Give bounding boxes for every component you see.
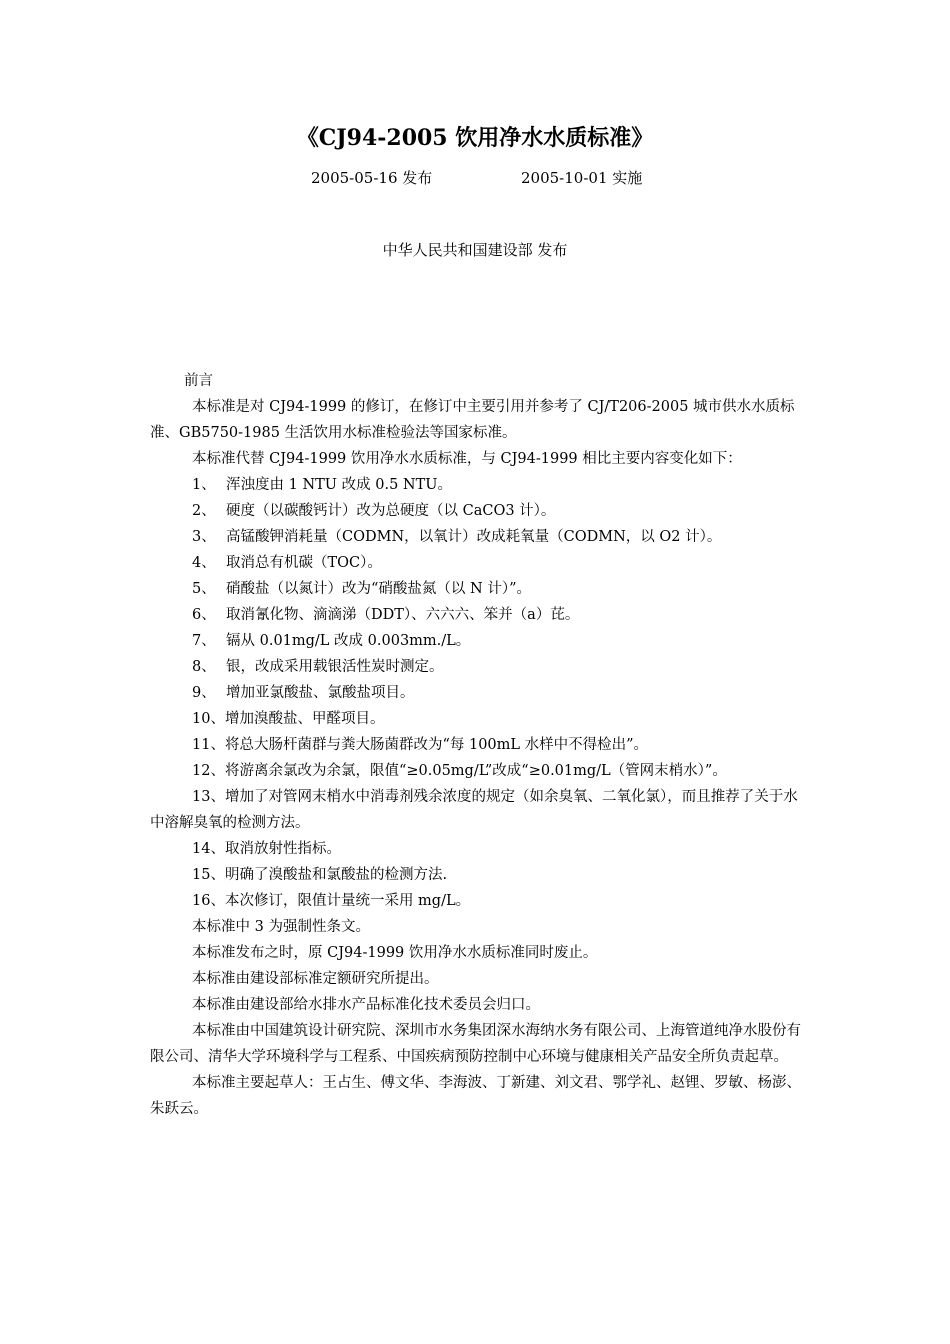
paragraph-committee: 本标准由建设部给水排水产品标准化技术委员会归口。 <box>192 997 540 1013</box>
item-text: 取消放射性指标。 <box>224 841 341 857</box>
implement-date: 2005-10-01 实施 <box>521 169 643 187</box>
paragraph-changes-intro: 本标准代替 CJ94-1999 饮用净水水质标准，与 CJ94-1999 相比主要内容变化如下： <box>192 451 742 467</box>
item-number: 4、 <box>192 555 216 571</box>
item-text: 增加亚氯酸盐、氯酸盐项目。 <box>226 685 415 701</box>
item-number: 6、 <box>192 607 216 623</box>
item-text: 硬度（以碳酸钙计）改为总硬度（以 CaCO3 计）。 <box>226 503 556 519</box>
item-text: 将总大肠杆菌群与粪大肠菌群改为“每 100mL 水样中不得检出”。 <box>224 737 649 753</box>
item-text: 本次修订，限值计量统一采用 mg/L。 <box>224 893 471 909</box>
list-item <box>150 498 802 524</box>
paragraph-mandatory: 本标准中 3 为强制性条文。 <box>192 919 370 935</box>
item-text: 银，改成采用载银活性炭时测定。 <box>226 659 444 675</box>
item-text: 镉从 0.01mg/L 改成 0.003mm./L。 <box>226 633 471 649</box>
list-item <box>150 732 802 758</box>
item-number: 1、 <box>192 477 216 493</box>
item-number: 14、 <box>192 841 225 857</box>
paragraph-drafters: 本标准主要起草人：王占生、傅文华、李海波、丁新建、刘文君、鄂学礼、赵锂、罗敏、杨澎、朱跃云。 <box>150 1075 801 1117</box>
item-text: 增加溴酸盐、甲醛项目。 <box>224 711 385 727</box>
item-number: 7、 <box>192 633 216 649</box>
preface-body <box>150 368 802 1122</box>
list-item <box>150 888 802 914</box>
item-number: 16、 <box>192 893 225 909</box>
list-item <box>150 862 802 888</box>
list-item <box>150 758 802 784</box>
list-item <box>150 576 802 602</box>
item-text: 硝酸盐（以氮计）改为“硝酸盐氮（以 N 计）”。 <box>226 581 531 597</box>
list-item <box>150 472 802 498</box>
paragraph-revision: 本标准是对 CJ94-1999 的修订，在修订中主要引用并参考了 CJ/T206-2005 城市供水水质标准、GB5750-1985 生活饮用水标准检验法等国家标准。 <box>150 399 795 441</box>
list-item <box>150 524 802 550</box>
publish-date: 2005-05-16 发布 <box>311 169 433 187</box>
item-text: 取消氰化物、滴滴涕（DDT）、六六六、笨并（a）芘。 <box>226 607 580 623</box>
list-item <box>150 602 802 628</box>
item-number: 10、 <box>192 711 225 727</box>
paragraph-proposer: 本标准由建设部标准定额研究所提出。 <box>192 971 439 987</box>
list-item <box>150 836 802 862</box>
document-title: 《CJ94-2005 饮用净水水质标准》 <box>296 125 654 151</box>
item-number: 2、 <box>192 503 216 519</box>
issuer-line: 中华人民共和国建设部 发布 <box>382 241 568 259</box>
item-text: 增加了对管网末梢水中消毒剂残余浓度的规定（如余臭氧、二氧化氯），而且推荐了关于水中溶解臭氧的检测方法。 <box>150 789 798 831</box>
item-number: 11、 <box>192 737 225 753</box>
list-item <box>150 654 802 680</box>
item-text: 明确了溴酸盐和氯酸盐的检测方法. <box>224 867 448 883</box>
item-number: 3、 <box>192 529 216 545</box>
preface-heading: 前言 <box>184 373 213 389</box>
item-number: 13、 <box>192 789 225 805</box>
item-text: 浑浊度由 1 NTU 改成 0.5 NTU。 <box>226 477 452 493</box>
list-item <box>150 706 802 732</box>
list-item <box>150 628 802 654</box>
item-text: 取消总有机碳（TOC）。 <box>226 555 382 571</box>
item-number: 15、 <box>192 867 225 883</box>
paragraph-abolish: 本标准发布之时，原 CJ94-1999 饮用净水水质标准同时废止。 <box>192 945 598 961</box>
item-number: 9、 <box>192 685 216 701</box>
item-text: 高锰酸钾消耗量（CODMN，以氧计）改成耗氧量（CODMN，以 O2 计）。 <box>226 529 722 545</box>
paragraph-drafting-units: 本标准由中国建筑设计研究院、深圳市水务集团深水海纳水务有限公司、上海管道纯净水股份有限公司、清华大学环境科学与工程系、中国疾病预防控制中心环境与健康相关产品安全所负责起草。 <box>150 1023 801 1065</box>
list-item <box>150 784 802 836</box>
item-text: 将游离余氯改为余氯，限值“≥0.05mg/L”改成“≥0.01mg/L（管网末梢水）”。 <box>224 763 727 779</box>
list-item <box>150 680 802 706</box>
item-number: 5、 <box>192 581 216 597</box>
item-number: 8、 <box>192 659 216 675</box>
item-number: 12、 <box>192 763 225 779</box>
list-item <box>150 550 802 576</box>
